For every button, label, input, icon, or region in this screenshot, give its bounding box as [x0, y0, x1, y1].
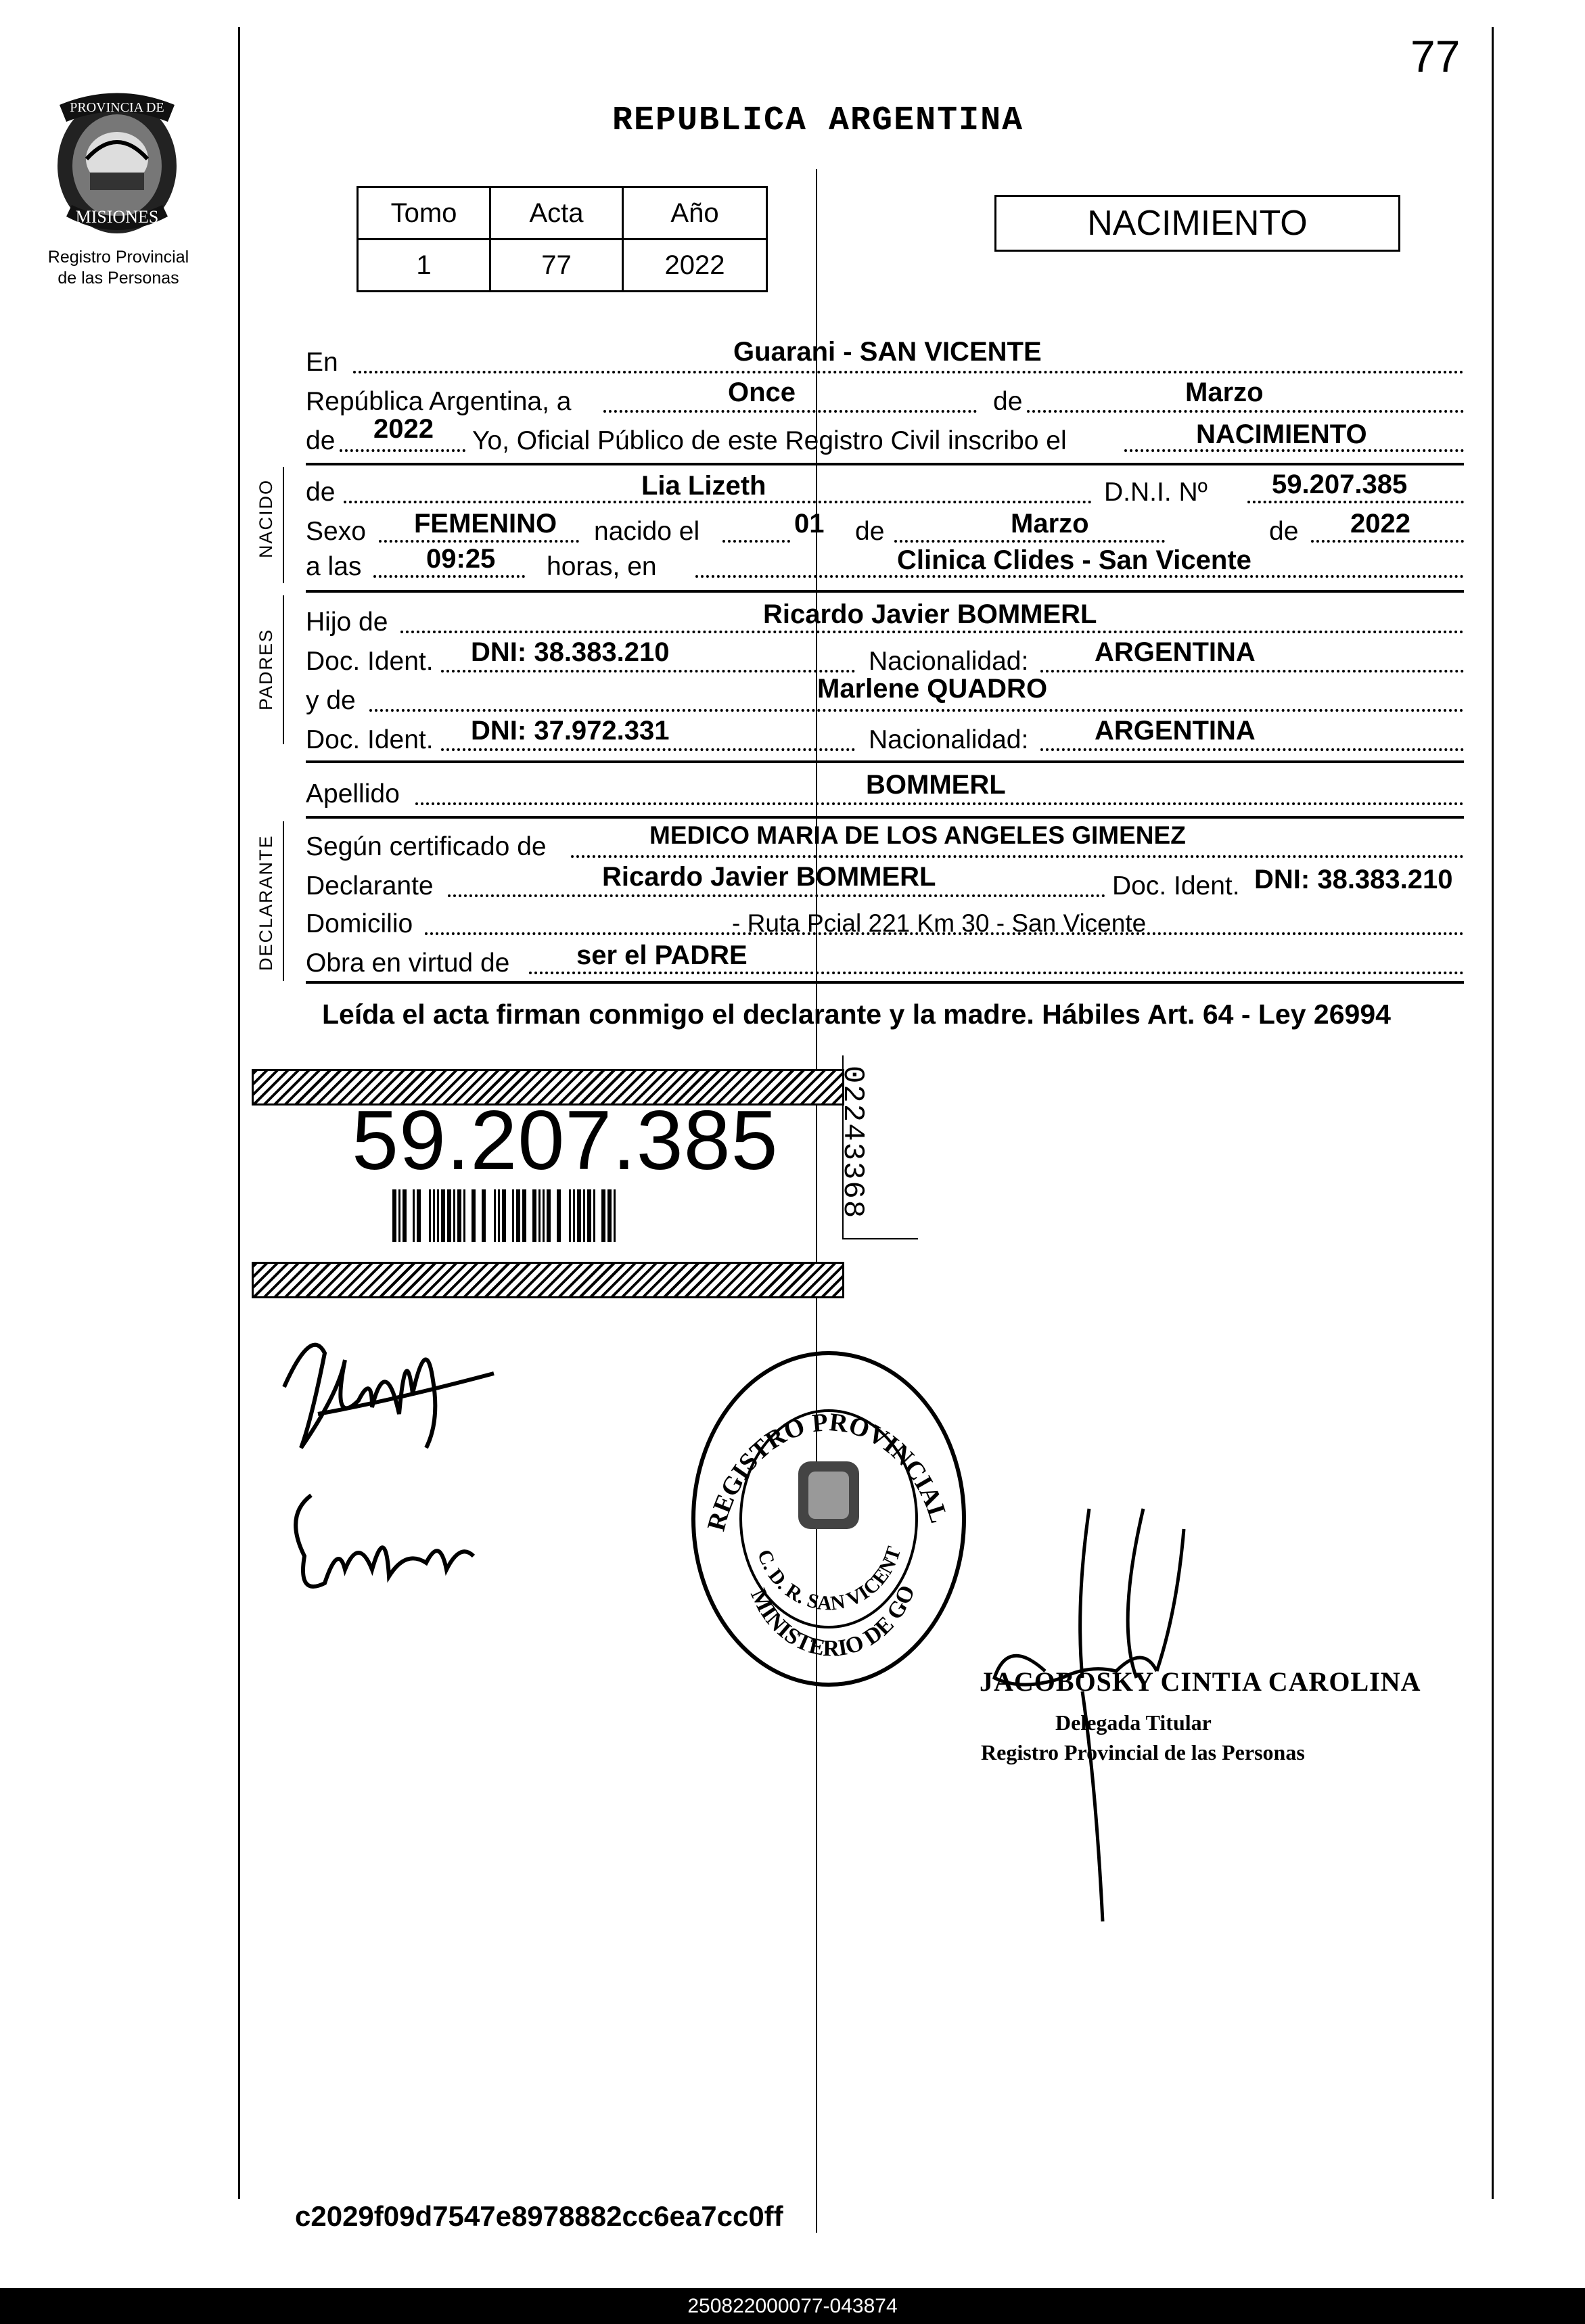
barcode-bar — [587, 1189, 591, 1242]
barcode-bar — [543, 1189, 545, 1242]
barcode-bar — [441, 1189, 445, 1242]
serial-bracket — [842, 1055, 918, 1239]
section-divider — [306, 816, 1464, 819]
dotted-leader — [373, 575, 525, 578]
official-seal — [676, 1343, 981, 1695]
barcode-icon — [392, 1189, 720, 1242]
en-label: En — [306, 348, 338, 377]
section-marker — [283, 595, 284, 744]
acta-value: 77 — [490, 240, 623, 292]
barcode-bar — [463, 1189, 465, 1242]
form-line-mother — [306, 674, 1464, 715]
mother-name-value: Marlene QUADRO — [817, 674, 1048, 704]
birth-year-value: 2022 — [1350, 509, 1410, 539]
form-line-father-doc — [306, 637, 1464, 676]
form-line-declarante — [306, 862, 1464, 901]
dotted-leader — [441, 748, 855, 751]
dotted-leader — [353, 371, 1464, 373]
circular-seal-icon — [676, 1343, 981, 1695]
document-heading: REPUBLICA ARGENTINA — [612, 101, 1024, 140]
section-divider — [306, 981, 1464, 984]
padres-section-label: PADRES — [256, 628, 276, 710]
handwritten-signature-icon — [271, 1313, 514, 1610]
svg-text:MISIONES: MISIONES — [75, 207, 159, 227]
birth-time-value: 09:25 — [426, 544, 496, 574]
barcode-bar — [601, 1189, 605, 1242]
section-marker — [283, 467, 284, 583]
page-number: 77 — [1410, 31, 1461, 81]
dotted-leader — [441, 670, 855, 673]
form-line-name — [306, 470, 1464, 507]
dotted-leader — [400, 631, 1464, 633]
nacido-section-label: NACIDO — [256, 478, 276, 558]
day-value: Once — [728, 378, 796, 407]
year-value: 2022 — [373, 414, 434, 444]
record-type-box: NACIMIENTO — [994, 195, 1400, 252]
yde-label: y de — [306, 686, 356, 715]
official-name: JACOBOSKY CINTIA CAROLINA — [980, 1666, 1421, 1697]
dotted-leader — [722, 540, 790, 543]
form-line-year — [306, 414, 1464, 455]
father-nationality-label: Nacionalidad: — [869, 647, 1029, 676]
sticker-id-number: 59.207.385 — [352, 1094, 779, 1187]
year-de-label: de — [306, 426, 336, 455]
register-table-value-row — [358, 240, 767, 292]
dotted-leader — [1027, 410, 1464, 413]
name-de-label: de — [306, 478, 336, 507]
record-kind-value: NACIMIENTO — [1196, 419, 1367, 449]
barcode-bar — [482, 1189, 486, 1242]
barcode-bar — [538, 1189, 541, 1242]
barcode-bar — [522, 1189, 526, 1242]
apellido-label: Apellido — [306, 779, 400, 808]
declarante-name-value: Ricardo Javier BOMMERL — [602, 862, 936, 892]
dotted-leader — [571, 855, 1464, 858]
dotted-leader — [529, 972, 1464, 974]
barcode-bar — [557, 1189, 561, 1242]
anio-value: 2022 — [623, 240, 767, 292]
mother-nationality-label: Nacionalidad: — [869, 725, 1029, 754]
birth-month-value: Marzo — [1011, 509, 1089, 539]
barcode-bar — [498, 1189, 500, 1242]
barcode-bar — [472, 1189, 476, 1242]
right-margin-line — [1492, 27, 1494, 2199]
tomo-header: Tomo — [358, 187, 490, 240]
hijo-label: Hijo de — [306, 608, 388, 637]
barcode-bar — [433, 1189, 435, 1242]
signature-declarante — [271, 1313, 514, 1610]
province-logo — [46, 85, 188, 240]
dotted-leader — [894, 540, 1165, 543]
obra-value: ser el PADRE — [576, 940, 748, 970]
form-line-certificate — [306, 821, 1464, 861]
dotted-leader — [1040, 670, 1464, 673]
barcode-bar — [502, 1189, 506, 1242]
barcode-bar — [392, 1189, 396, 1242]
barcode-bar — [569, 1189, 571, 1242]
barcode-bar — [583, 1189, 585, 1242]
dotted-leader — [448, 894, 1203, 897]
barcode-bar — [429, 1189, 431, 1242]
barcode-bar — [413, 1189, 415, 1242]
section-divider — [306, 463, 1464, 465]
barcode-bar — [607, 1189, 612, 1242]
a-las-label: a las — [306, 552, 362, 581]
form-line-mother-doc — [306, 716, 1464, 754]
barcode-bar — [516, 1189, 520, 1242]
birth-de-label: de — [855, 517, 885, 546]
barcode — [392, 1189, 720, 1242]
barcode-bar — [398, 1189, 400, 1242]
officer-text: Yo, Oficial Público de este Registro Civil inscribo el — [472, 426, 1067, 455]
svg-text:C. D. R. SAN VICENTE: C. D. R. SAN VICENT — [753, 1544, 906, 1615]
form-line-obra — [306, 940, 1464, 978]
de-label: de — [993, 387, 1023, 416]
sticker-serial-number: 02243368 — [835, 1066, 869, 1220]
dotted-leader — [1247, 501, 1464, 503]
logo-caption-line-1: Registro Provincial — [47, 248, 189, 267]
month-value: Marzo — [1185, 378, 1264, 407]
logo-caption-line-2: de las Personas — [58, 269, 179, 288]
official-organization: Registro Provincial de las Personas — [981, 1740, 1305, 1764]
barcode-bar — [437, 1189, 439, 1242]
dni-label: D.N.I. Nº — [1093, 478, 1208, 507]
barcode-bar — [593, 1189, 595, 1242]
form-line-date — [306, 378, 1464, 416]
obra-label: Obra en virtud de — [306, 949, 510, 978]
dotted-leader — [369, 709, 1464, 712]
tomo-value: 1 — [358, 240, 490, 292]
official-role: Delegada Titular — [1055, 1710, 1212, 1735]
register-table-header-row — [358, 187, 767, 240]
section-marker — [283, 821, 284, 981]
apellido-value: BOMMERL — [866, 770, 1006, 800]
acta-header: Acta — [490, 187, 623, 240]
barcode-bar — [453, 1189, 455, 1242]
birth-day-value: 01 — [794, 509, 825, 539]
certificate-value: MEDICO MARIA DE LOS ANGELES GIMENEZ — [649, 821, 1186, 849]
barcode-bar — [494, 1189, 496, 1242]
mother-doc-value: DNI: 37.972.331 — [471, 716, 670, 746]
domicilio-label: Domicilio — [306, 909, 413, 938]
father-doc-value: DNI: 38.383.210 — [471, 637, 670, 667]
barcode-bar — [457, 1189, 461, 1242]
anio-header: Año — [623, 187, 767, 240]
sexo-value: FEMENINO — [414, 509, 557, 539]
province-crest-icon — [46, 85, 188, 240]
document-hash: c2029f09d7547e8978882cc6ea7cc0ff — [295, 2200, 783, 2232]
sticker-pattern-bottom — [252, 1262, 844, 1298]
nacido-label: nacido el — [594, 517, 700, 546]
form-line-place — [306, 337, 1464, 377]
place-value: Guarani - SAN VICENTE — [733, 337, 1042, 367]
section-divider — [306, 760, 1464, 763]
dotted-leader — [1311, 540, 1464, 543]
declarante-doc-label: Doc. Ident. — [1107, 871, 1240, 901]
section-divider — [306, 590, 1464, 593]
closing-statement: Leída el acta firman conmigo el declarante y la madre. Hábiles Art. 64 - Ley 26994 — [322, 999, 1391, 1030]
birth-place-value: Clinica Clides - San Vicente — [897, 545, 1251, 575]
cert-label: Según certificado de — [306, 832, 547, 861]
register-table — [357, 186, 768, 292]
barcode-bar — [547, 1189, 551, 1242]
father-doc-label: Doc. Ident. — [306, 647, 434, 676]
republica-label: República Argentina, a — [306, 387, 572, 416]
barcode-bar — [512, 1189, 514, 1242]
declarante-section-label: DECLARANTE — [256, 834, 276, 971]
form-line-sex — [306, 509, 1464, 546]
sexo-label: Sexo — [306, 517, 366, 546]
footer-id-bar: 250822000077-043874 — [0, 2288, 1585, 2324]
mother-doc-label: Doc. Ident. — [306, 725, 434, 754]
svg-text:REGISTRO PROVINCIAL DE LAS PER: REGISTRO PROVINCIAL — [702, 1408, 953, 1534]
child-name-value: Lia Lizeth — [641, 471, 766, 501]
declarante-doc-value: DNI: 38.383.210 — [1254, 865, 1453, 894]
barcode-bar — [573, 1189, 575, 1242]
mother-nationality-value: ARGENTINA — [1095, 716, 1256, 746]
logo-caption — [20, 247, 216, 289]
dotted-leader — [603, 410, 977, 413]
child-dni-value: 59.207.385 — [1272, 470, 1408, 499]
form-line-surname — [306, 770, 1464, 808]
domicilio-value: - Ruta Pcial 221 Km 30 - San Vicente — [732, 909, 1147, 937]
barcode-bar — [532, 1189, 536, 1242]
svg-text:MINISTERIO DE GOBIERNO: MINISTERIO DE GO — [745, 1582, 920, 1662]
dotted-leader — [379, 540, 579, 543]
svg-text:PROVINCIA DE: PROVINCIA DE — [70, 100, 164, 115]
dotted-leader — [415, 802, 1464, 805]
barcode-bar — [577, 1189, 581, 1242]
birth-year-de-label: de — [1269, 517, 1299, 546]
form-line-time — [306, 544, 1464, 581]
dotted-leader — [1040, 748, 1464, 751]
barcode-bar — [447, 1189, 451, 1242]
form-line-father — [306, 599, 1464, 637]
barcode-bar — [403, 1189, 407, 1242]
form-line-domicilio — [306, 907, 1464, 938]
father-name-value: Ricardo Javier BOMMERL — [763, 599, 1097, 629]
barcode-bar — [417, 1189, 421, 1242]
father-nationality-value: ARGENTINA — [1095, 637, 1256, 667]
declarante-label: Declarante — [306, 871, 434, 901]
left-margin-line — [238, 27, 240, 2199]
dotted-leader — [340, 449, 465, 452]
barcode-bar — [614, 1189, 616, 1242]
horas-label: horas, en — [547, 552, 657, 581]
